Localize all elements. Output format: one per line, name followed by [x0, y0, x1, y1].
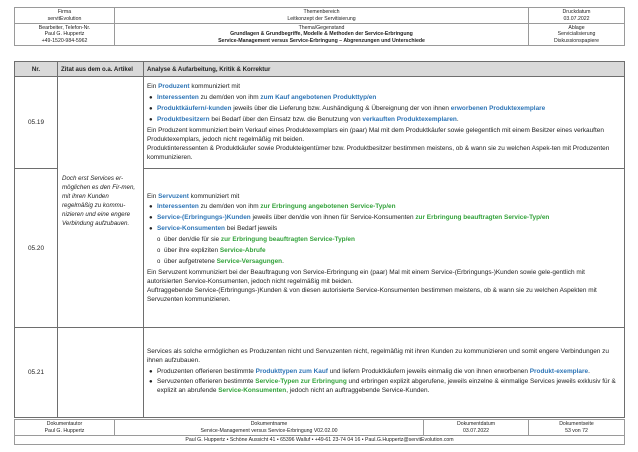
firma-label: Firma	[57, 9, 72, 16]
list-item: ● Produktbesitzern bei Bedarf über den Einsatz bzw. die Benutzung von verkauften Produktexemplaren.	[149, 116, 459, 124]
empty-quote-cell	[58, 328, 144, 418]
document-footer	[14, 419, 625, 445]
ablage-line-2: Diskussionspapiere	[554, 37, 599, 44]
paragraph: Produktinteressenten & Produktkäufer sowie Produkteigentümer bzw. Produktbesitzer bestimmen meistens, ob & wann sie zu welchen Aspek-ten mit Produzenten kommunizieren.	[147, 144, 610, 161]
thema-label: Thema/Gegenstand	[298, 25, 345, 32]
row-number: 05.21	[15, 328, 58, 418]
list-item: ● Produzenten offerieren bestimmte Produkttypen zum Kauf und liefern Produktkäufern jeweils einmalig die von ihnen erworbenen Produkt-exemplare.	[149, 367, 590, 375]
circle-bullet-icon: o	[157, 248, 161, 255]
dokumentname-value: Service-Management versus Service-Erbringung V02.02.00	[200, 427, 338, 434]
contact-line: Paul G. Huppertz • Schöne Aussicht 41 • 65396 Walluf • +49-61 23-74 04 16 • Paul.G.Huppertz@servitEvolution.com	[15, 436, 625, 445]
table-row	[15, 328, 625, 418]
circle-bullet-icon: o	[157, 237, 161, 244]
bullet-icon: ●	[149, 379, 153, 386]
analysis-cell	[144, 328, 625, 418]
druckdatum-label: Druckdatum	[562, 9, 591, 16]
analysis-cell: Ein Produzent kommuniziert mit ● Interessenten zu dem/den von ihm zum Kauf angebotenen Produkttyp/en ● Produktkäufern/-kunden jeweils über die Lieferung bzw. Aushändigung & Übereignung der von ihnen erworbenen Produktexemplare ● Produktbesitzern bei Bedarf über den Einsatz bzw. die Benutzung von verkauften Produktexemplaren. Ein Produzent kommuniziert beim Verkauf eines Produktexemplars ein (paar) Mal mit dem Produktkäufer sowie gelegentlich mit einem Besitzer eines verkauften Produktexemplars, jedoch nicht regelmäßig mit beiden. Produktinteressenten & Produktkäufer sowie Produkteigentümer bzw. Produktbesitzer bestimmen meistens, ob & wann sie zu welchen Aspek-ten mit Produzenten kommunizieren.	[144, 77, 625, 169]
thema-line-2: Service-Management versus Service-Erbringung – Abgrenzungen und Unterschiede	[218, 37, 425, 44]
dokumentname-label: Dokumentname	[250, 421, 288, 428]
themenbereich-label: Themenbereich	[303, 9, 340, 16]
druckdatum-value: 03.07.2022	[563, 15, 590, 22]
dokumentseite-label: Dokumentseite	[559, 421, 594, 428]
themenbereich-value: Leitkonzept der Servitisierung	[287, 15, 356, 22]
thema-line-1: Grundlagen & Grundbegriffe, Modelle & Methoden der Service-Erbringung	[230, 31, 413, 38]
autor-cell	[15, 420, 115, 436]
row-number: 05.20	[15, 169, 58, 328]
column-header-nr: Nr.	[15, 62, 58, 77]
autor-value: Paul G. Huppertz	[44, 427, 85, 434]
bearbeiter-label: Bearbeiter, Telefon-Nr.	[38, 25, 91, 32]
circle-bullet-icon: o	[157, 258, 161, 265]
bullet-icon: ●	[149, 204, 153, 211]
list-item: ● Service-(Erbringungs-)Kunden jeweils über den/die von ihnen für Service-Konsumenten zur Erbringung beauftragten Service-Typ/en	[149, 214, 550, 222]
druckdatum-cell	[529, 8, 625, 24]
firma-cell	[15, 8, 115, 24]
paragraph: Ein Produzent kommuniziert beim Verkauf eines Produktexemplars ein (paar) Mal mit dem Produktkäufer sowie gelegentlich mit einem Besitzer eines verkauften Produktexemplars, jedoch nicht regelmäßig mit beiden.	[147, 127, 604, 143]
firma-value: servitEvolution	[47, 15, 82, 22]
bullet-icon: ●	[149, 106, 153, 113]
sub-list-item: o über den/die für sie zur Erbringung beauftragten Service-Typ/en	[157, 236, 355, 244]
table-row	[15, 77, 625, 169]
paragraph: Ein Servuzent kommuniziert bei der Beauftragung von Service-Erbringung ein (paar) Mal mit einem Service-(Erbringungs-)Kunden sowie gele-gentlich mit autorisierten Service-Konsumenten, jedoch nicht regelmäßig mit beiden.	[147, 268, 585, 285]
bearbeiter-phone: +49-1520-984-5962	[41, 37, 88, 44]
ablage-cell	[529, 24, 625, 46]
document-header	[14, 7, 625, 46]
column-header-analyse: Analyse & Aufarbeitung, Kritik & Korrektur	[144, 62, 625, 77]
quote-cell: Doch erst Services er-möglichen es den Fir-men, mit ihren Kunden regelmäßig zu kommu-nizieren und eine engere Verbindung aufzubauen.	[58, 77, 144, 328]
list-item: ● Interessenten zu dem/den von ihm zum Kauf angebotenen Produkttyp/en	[149, 94, 377, 102]
dokumentseite-value: 53 von 72	[565, 427, 588, 434]
bullet-icon: ●	[149, 368, 153, 375]
bullet-icon: ●	[149, 95, 153, 102]
dokumentseite-cell	[529, 420, 625, 436]
list-item: ● Servuzenten offerieren bestimmte Service-Typen zur Erbringung und erbringen explizit abgerufene, jeweils einzelne & einmalige Services jeweils exklusiv für & explizit an abrufende Service-Konsumenten, jedoch nicht an auftraggebende Service-Kunden.	[149, 378, 616, 395]
sub-list-item: o über aufgetretene Service-Versagungen.	[157, 257, 284, 265]
dokumentdatum-cell	[424, 420, 529, 436]
analysis-table	[14, 61, 625, 418]
bullet-icon: ●	[149, 215, 153, 222]
dokumentdatum-value: 03.07.2022	[463, 427, 489, 434]
analysis-cell: Ein Servuzent kommuniziert mit ● Interessenten zu dem/den von ihm zur Erbringung angebotenen Service-Typ/en ● Service-(Erbringungs-)Kunden jeweils über den/die von ihnen für Service-Konsumenten zur Erbringung beauftragten Service-Typ/en ● Service-Konsumenten bei Bedarf jeweils o über den/die für sie zur Erbringung beauftragten Service-Typ/en o über ihre expliziten Service-Abrufe o über aufgetretene Service-Versagungen. Ein Servuzent kommuniziert bei der Beauftragung von Service-Erbringung ein (paar) Mal mit einem Service-(Erbringungs-)Kunden sowie gele-gentlich mit autorisierten Service-Konsumenten, jedoch nicht regelmäßig mit beiden. Auftraggebende Service-(Erbringungs-)Kunden & von diesen autorisierte Service-Konsumenten bestimmen meistens, ob & wann sie zu welchen Aspekten mit Servuzenten kommunizieren.	[144, 169, 625, 328]
dokumentdatum-label: Dokumentdatum	[456, 421, 496, 428]
ablage-label: Ablage	[568, 25, 585, 32]
bearbeiter-cell	[15, 24, 115, 46]
bearbeiter-name: Paul G. Huppertz	[44, 31, 85, 38]
row-number: 05.19	[15, 77, 58, 169]
column-header-zitat: Zitat aus dem o.a. Artikel	[58, 62, 144, 77]
bullet-icon: ●	[149, 117, 153, 124]
paragraph: Auftraggebende Service-(Erbringungs-)Kunden & von diesen autorisierte Service-Konsumenten bestimmen meistens, ob & wann sie zu welchen Aspekten mit Servuzenten kommunizieren.	[147, 286, 597, 303]
list-item: ● Service-Konsumenten bei Bedarf jeweils	[149, 225, 278, 233]
bullet-icon: ●	[149, 226, 153, 233]
list-item: ● Produktkäufern/-kunden jeweils über die Lieferung bzw. Aushändigung & Übereignung der von ihnen erworbenen Produktexemplare	[149, 105, 546, 113]
sub-list-item: o über ihre expliziten Service-Abrufe	[157, 247, 266, 255]
paragraph: Services als solche ermöglichen es Produzenten nicht und Servuzenten nicht, regelmäßig mit ihren Kunden zu kommunizieren und somit engere Verbindungen zu ihnen aufzubauen.	[147, 347, 609, 364]
thema-cell	[115, 24, 529, 46]
dokumentname-cell	[115, 420, 424, 436]
autor-label: Dokumentautor	[46, 421, 83, 428]
ablage-line-1: Servicialisierung	[557, 31, 596, 38]
themenbereich-cell	[115, 8, 529, 24]
list-item: ● Interessenten zu dem/den von ihm zur Erbringung angebotenen Service-Typ/en	[149, 203, 396, 211]
